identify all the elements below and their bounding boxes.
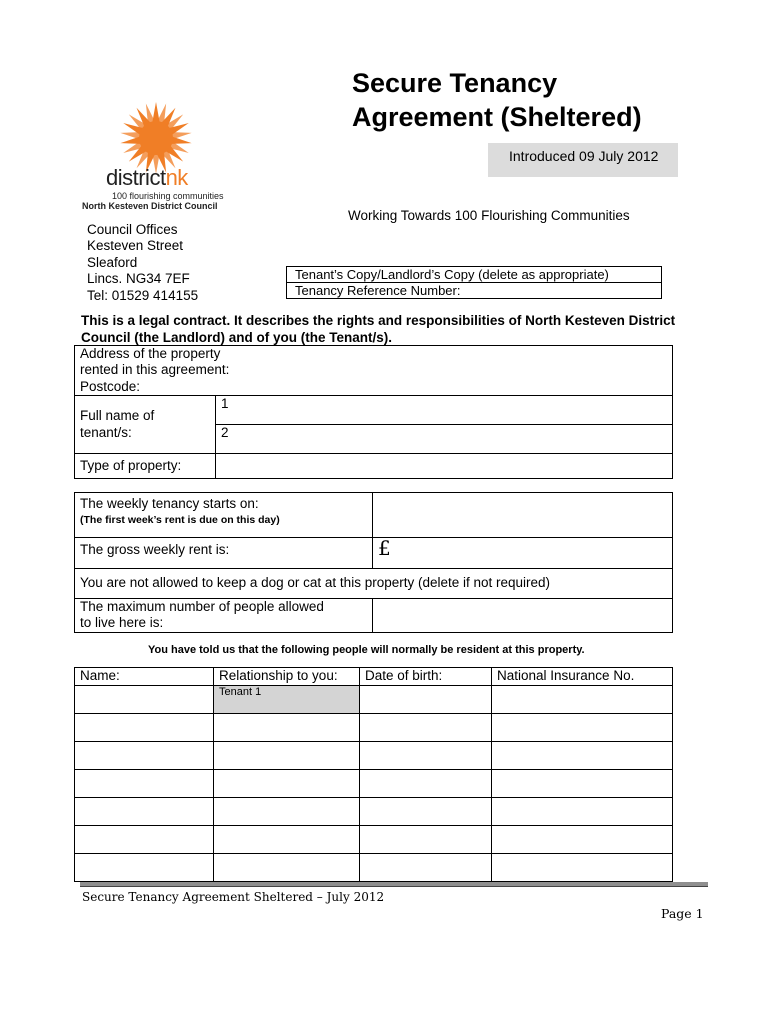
residents-heading: You have told us that the following people will normally be resident at this property. (148, 644, 585, 656)
resident-dob-cell[interactable] (360, 854, 492, 882)
copy-type-field[interactable]: Tenant’s Copy/Landlord’s Copy (delete as appropriate) (287, 267, 662, 283)
logo-council-name: North Kesteven District Council (82, 201, 218, 211)
column-header-name: Name: (75, 668, 214, 686)
resident-ni-cell[interactable] (492, 798, 673, 826)
address-line: Kesteven Street (87, 238, 184, 254)
table-row (75, 770, 673, 798)
pound-sign: £ (378, 536, 391, 560)
page-number: Page 1 (661, 906, 704, 921)
resident-relationship-cell[interactable] (214, 714, 360, 742)
legal-contract-statement: This is a legal contract. It describes the rights and responsibilities of North Kesteven District Council (the Landlord) and of you (the Tenant/s). (81, 313, 676, 345)
table-row (75, 686, 673, 714)
residents-header-row (75, 668, 673, 686)
tenancy-reference-field[interactable]: Tenancy Reference Number: (287, 283, 662, 299)
tenant-1-name-field[interactable]: 1 (216, 396, 673, 425)
property-type-label: Type of property: (75, 454, 216, 479)
table-row (75, 714, 673, 742)
resident-ni-cell[interactable] (492, 826, 673, 854)
logo-tagline: 100 flourishing communities (112, 191, 224, 201)
property-address-field[interactable]: Address of the property rented in this agreement: Postcode: (75, 346, 673, 396)
footer-document-name: Secure Tenancy Agreement Sheltered – July 2012 (82, 890, 385, 904)
weekly-rent-field[interactable] (373, 538, 673, 569)
address-line: Lincs. NG34 7EF (87, 271, 190, 287)
resident-name-cell[interactable] (75, 770, 214, 798)
property-details-table (74, 345, 673, 479)
address-line: Council Offices (87, 222, 178, 237)
tenancy-start-date-field[interactable] (373, 493, 673, 538)
resident-ni-cell[interactable] (492, 742, 673, 770)
footer-divider (80, 882, 708, 887)
resident-dob-cell[interactable] (360, 826, 492, 854)
logo-wordmark: districtnk (106, 165, 188, 190)
pets-restriction-clause[interactable]: You are not allowed to keep a dog or cat at this property (delete if not required) (75, 569, 673, 599)
resident-dob-cell[interactable] (360, 714, 492, 742)
max-occupants-field[interactable] (373, 599, 673, 633)
copy-reference-box (286, 266, 662, 299)
max-occupants-label: The maximum number of people allowed to live here is: (75, 599, 373, 633)
title-line-1: Secure Tenancy (352, 68, 558, 98)
working-towards-slogan: Working Towards 100 Flourishing Communities (348, 208, 630, 223)
resident-relationship-cell[interactable] (214, 742, 360, 770)
resident-dob-cell[interactable] (360, 798, 492, 826)
column-header-dob: Date of birth: (360, 668, 492, 686)
resident-relationship-cell[interactable] (214, 770, 360, 798)
resident-dob-cell[interactable] (360, 686, 492, 714)
resident-ni-cell[interactable] (492, 714, 673, 742)
full-name-label: Full name of tenant/s: (75, 396, 216, 454)
resident-name-cell[interactable] (75, 714, 214, 742)
resident-ni-cell[interactable] (492, 854, 673, 882)
resident-dob-cell[interactable] (360, 742, 492, 770)
tenant-2-name-field[interactable]: 2 (216, 425, 673, 454)
resident-ni-cell[interactable] (492, 770, 673, 798)
resident-name-cell[interactable] (75, 854, 214, 882)
weekly-rent-label: The gross weekly rent is: (75, 538, 373, 569)
tenancy-start-label: The weekly tenancy starts on: (The first week’s rent is due on this day) (75, 493, 373, 538)
document-title (352, 66, 642, 134)
resident-name-cell[interactable] (75, 742, 214, 770)
resident-name-cell[interactable] (75, 826, 214, 854)
introduced-date-banner: Introduced 09 July 2012 (488, 143, 678, 177)
resident-relationship-cell[interactable]: Tenant 1 (214, 686, 360, 714)
resident-relationship-cell[interactable] (214, 826, 360, 854)
property-type-field[interactable] (216, 454, 673, 479)
resident-relationship-cell[interactable] (214, 798, 360, 826)
resident-name-cell[interactable] (75, 686, 214, 714)
residents-table (74, 667, 673, 882)
resident-ni-cell[interactable] (492, 686, 673, 714)
table-row (75, 742, 673, 770)
address-line: Tel: 01529 414155 (87, 287, 199, 303)
table-row (75, 854, 673, 882)
council-address (87, 222, 198, 304)
table-row (75, 826, 673, 854)
column-header-relationship: Relationship to you: (214, 668, 360, 686)
tenancy-terms-table (74, 492, 673, 633)
resident-dob-cell[interactable] (360, 770, 492, 798)
resident-relationship-cell[interactable] (214, 854, 360, 882)
column-header-ni-number: National Insurance No. (492, 668, 673, 686)
address-line: Sleaford (87, 254, 138, 270)
table-row (75, 798, 673, 826)
resident-name-cell[interactable] (75, 798, 214, 826)
title-line-2: Agreement (Sheltered) (352, 102, 642, 132)
